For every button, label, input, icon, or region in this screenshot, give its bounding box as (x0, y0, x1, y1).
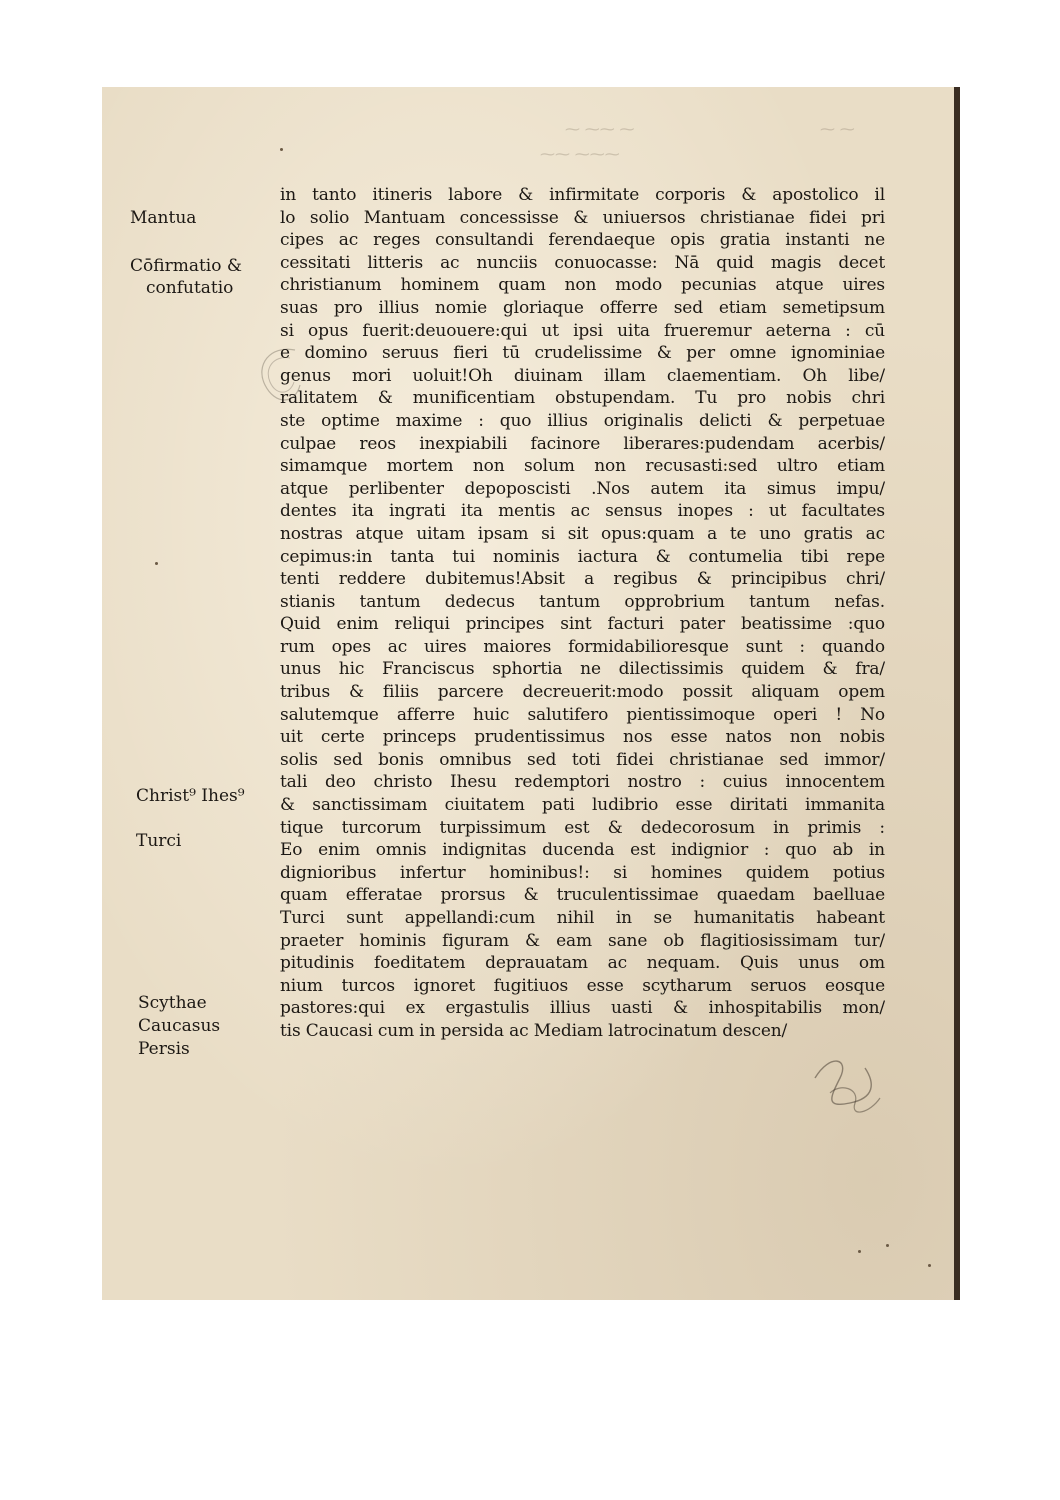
ink-speck (928, 1264, 931, 1267)
show-through-mark: ⁓ ⁓ (820, 120, 855, 138)
text-line: genus mori uoluit!Oh diuinam illam claementiam. Oh libe/ (280, 365, 885, 386)
text-line: pastores:qui ex ergastulis illius uasti & inhospitabilis mon/ (280, 998, 885, 1019)
text-line: e domino seruus fieri tū crudelissime & per omne ignominiae (280, 343, 885, 364)
text-line: Quid enim reliqui principes sint facturi pater beatissime :quo (280, 614, 885, 635)
text-line: salutemque afferre huic salutifero pientissimoque operi ! No (280, 704, 885, 725)
text-line: dignioribus infertur hominibus!: si homines quidem potius (280, 862, 885, 883)
text-line: si opus fuerit:deuouere:qui ut ipsi uita frueremur aeterna : cū (280, 320, 885, 341)
text-line: cessitati litteris ac nunciis conuocasse: Nā quid magis decet (280, 252, 885, 273)
text-line: lo solio Mantuam concessisse & uniuersos christianae fidei pri (280, 207, 885, 228)
ink-speck (886, 1244, 889, 1247)
marginal-note-turci: Turci (136, 831, 182, 851)
text-line: pitudinis foeditatem deprauatam ac nequam. Quis unus om (280, 953, 885, 974)
main-text-block (280, 184, 885, 1043)
text-line: tali deo christo Ihesu redemptori nostro : cuius innocentem (280, 772, 885, 793)
text-line: suas pro illius nomie gloriaque offerre sed etiam semetipsum (280, 297, 885, 318)
marginal-note-scythae: Scythae (138, 993, 207, 1013)
text-line: cipes ac reges consultandi ferendaeque opis gratia instanti ne (280, 230, 885, 251)
marginal-note-confirmatio: Cōfirmatio & (130, 256, 243, 276)
page-edge-shadow (954, 87, 960, 1300)
ink-speck (155, 562, 158, 565)
text-line: solis sed bonis omnibus sed toti fidei christianae sed immor/ (280, 749, 885, 770)
text-line: nostras atque uitam ipsam si sit opus:quam a te uno gratis ac (280, 523, 885, 544)
show-through-mark: ⁓ ⁓⁓ ⁓ (565, 120, 635, 138)
text-line: in tanto itineris labore & infirmitate corporis & apostolico il (280, 185, 885, 205)
text-line: tique turcorum turpissimum est & dedecorosum in primis : (280, 817, 885, 838)
text-line: tenti reddere dubitemus!Absit a regibus & principibus chri/ (280, 569, 885, 590)
text-line: stianis tantum dedecus tantum opprobrium tantum nefas. (280, 591, 885, 612)
text-line: unus hic Franciscus sphortia ne dilectissimis quidem & fra/ (280, 659, 885, 680)
marginal-note-persis: Persis (138, 1039, 190, 1059)
marginal-note-confutatio: confutatio (146, 278, 234, 298)
text-line: Turci sunt appellandi:cum nihil in se humanitatis habeant (280, 908, 885, 928)
ink-speck (280, 148, 283, 151)
text-line: culpae reos inexpiabili facinore liberares:pudendam acerbis/ (280, 433, 885, 454)
text-line: atque perlibenter depoposcisti .Nos autem ita simus impu/ (280, 478, 885, 499)
text-line: & sanctissimam ciuitatem pati ludibrio esse diritati immanita (280, 795, 885, 816)
text-line: rum opes ac uires maiores formidabilioresque sunt : quando (280, 636, 885, 657)
marginal-note-christus: Christ⁹ Ihes⁹ (136, 786, 245, 806)
show-through-mark: ⁓⁓ ⁓⁓⁓ (540, 145, 620, 163)
text-line: ralitatem & munificentiam obstupendam. Tu pro nobis chri (280, 388, 885, 409)
marginal-note-caucasus: Caucasus (138, 1016, 221, 1036)
text-line: uit certe princeps prudentissimus nos esse natos non nobis (280, 727, 885, 748)
text-line: tis Caucasi cum in persida ac Mediam latrocinatum descen/ (280, 1020, 788, 1041)
marginal-note-mantua: Mantua (130, 208, 197, 228)
text-line: nium turcos ignoret fugitiuos esse scytharum seruos eosque (280, 975, 885, 996)
text-line: simamque mortem non solum non recusasti:sed ultro etiam (280, 456, 885, 477)
ink-speck (858, 1250, 861, 1253)
text-line: tribus & filiis parcere decreuerit:modo possit aliquam opem (280, 682, 885, 703)
text-line: Eo enim omnis indignitas ducenda est indignior : quo ab in (280, 840, 885, 861)
text-line: quam efferatae prorsus & truculentissimae quaedam baelluae (280, 885, 885, 906)
text-line: ste optime maxime : quo illius originalis delicti & perpetuae (280, 410, 885, 431)
text-line: cepimus:in tanta tui nominis iactura & contumelia tibi repe (280, 546, 885, 567)
text-line: praeter hominis figuram & eam sane ob flagitiosissimam tur/ (280, 930, 885, 951)
text-line: christianum hominem quam non modo pecunias atque uires (280, 275, 885, 296)
text-line: dentes ita ingrati ita mentis ac sensus inopes : ut facultates (280, 501, 885, 522)
watermark-flourish-icon (805, 1048, 885, 1118)
